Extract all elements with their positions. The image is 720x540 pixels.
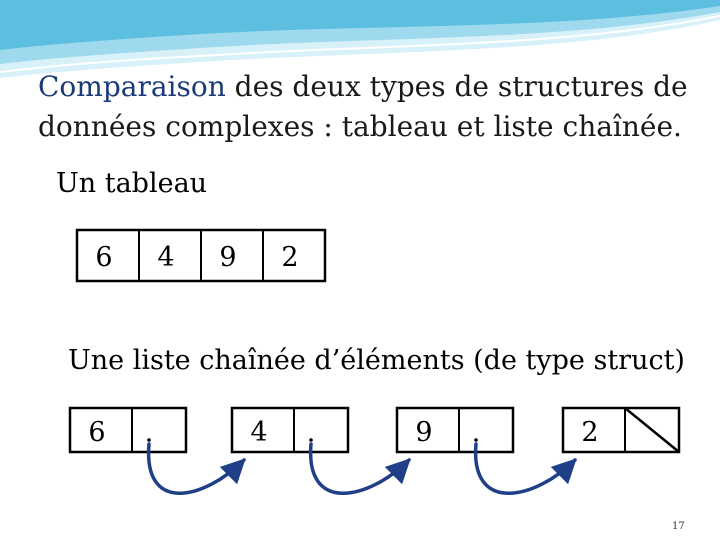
list-node-value: 2 xyxy=(581,417,599,448)
list-node xyxy=(70,408,186,452)
slide-title-line-2: données complexes : tableau et liste chaînée. xyxy=(38,110,682,143)
array-cell-value: 6 xyxy=(95,242,113,273)
list-node-box xyxy=(70,408,186,452)
array-heading: Un tableau xyxy=(56,168,208,199)
list-node xyxy=(397,408,513,452)
linked-list-diagram xyxy=(70,408,679,493)
linked-list-heading: Une liste chaînée d’éléments (de type struct) xyxy=(68,345,685,376)
list-node-value: 9 xyxy=(415,417,433,448)
list-node-box xyxy=(397,408,513,452)
null-pointer-slash xyxy=(625,408,679,452)
title-accent-word: Comparaison xyxy=(38,70,226,103)
array-cell-value: 9 xyxy=(219,242,237,273)
array-cell-value: 4 xyxy=(157,242,175,273)
list-node-box xyxy=(563,408,679,452)
pointer-origin-dot xyxy=(147,438,151,442)
list-node xyxy=(232,408,348,452)
title-rest: des deux types de structures de xyxy=(225,70,688,103)
list-node xyxy=(563,408,679,452)
list-node-value: 6 xyxy=(88,417,106,448)
array-diagram xyxy=(77,230,325,281)
page-number: 17 xyxy=(672,521,685,532)
array-cell-value: 2 xyxy=(281,242,299,273)
pointer-origin-dot xyxy=(474,438,478,442)
list-node-box xyxy=(232,408,348,452)
pointer-origin-dot xyxy=(309,438,313,442)
list-node-value: 4 xyxy=(250,417,268,448)
